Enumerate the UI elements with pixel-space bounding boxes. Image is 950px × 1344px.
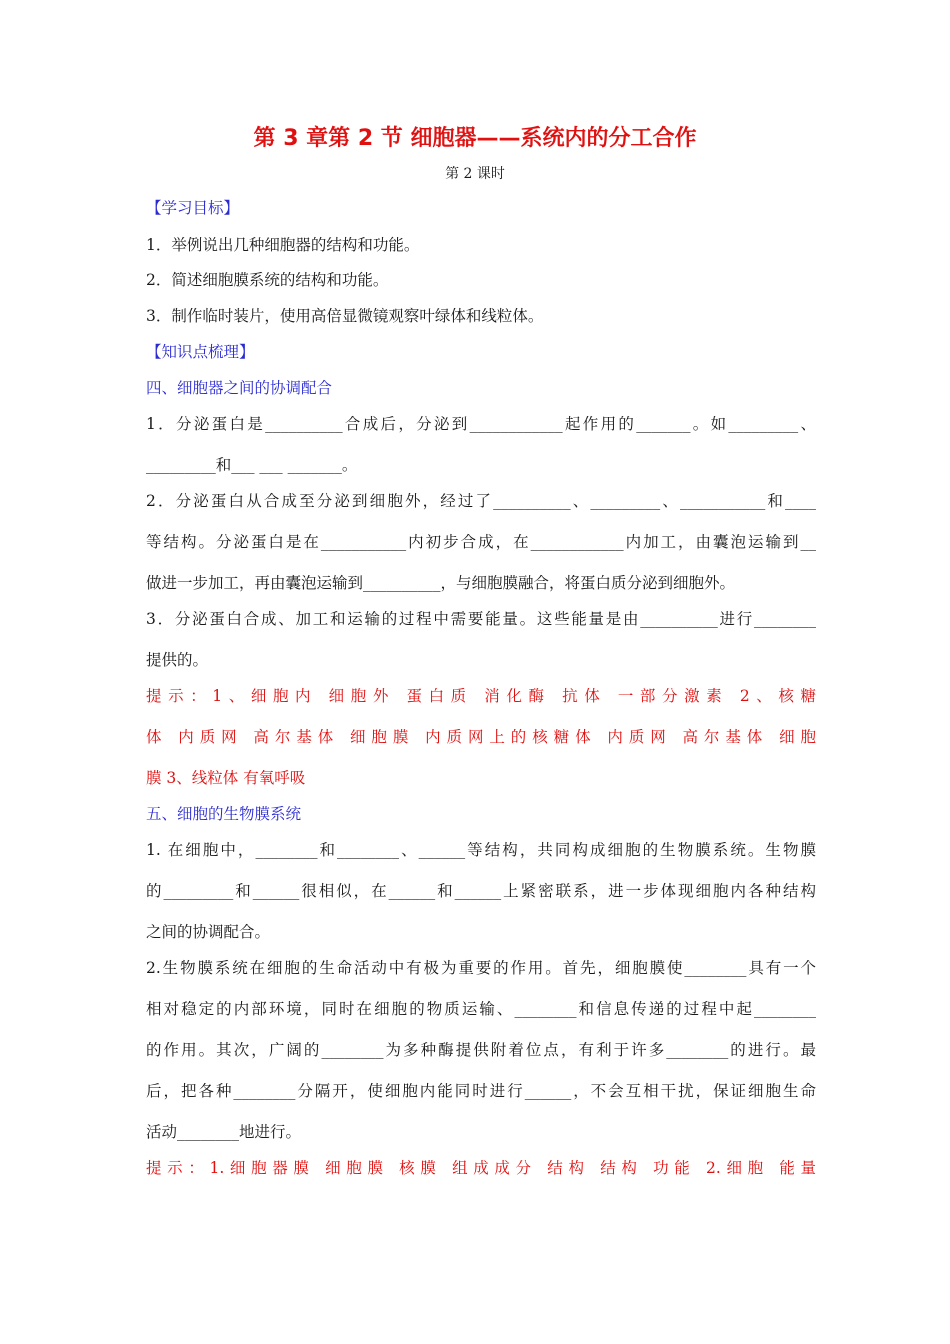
hint-line: 膜 3、线粒体 有氧呼吸 <box>146 769 306 787</box>
text-line: 3．分泌蛋白合成、加工和运输的过程中需要能量。这些能量是由__________进行________ <box>146 610 816 628</box>
knowledge-header: 【知识点梳理】 <box>146 343 255 361</box>
goals-header: 【学习目标】 <box>146 199 240 217</box>
hint-line: 体 内质网 高尔基体 细胞膜 内质网上的核糖体 内质网 高尔基体 细胞 <box>146 728 816 746</box>
text-line: 提供的。 <box>146 651 209 669</box>
text-line: 1. 在细胞中，________和________、______等结构，共同构成细胞的生物膜系统。生物膜 <box>146 841 816 859</box>
text-line: 1．分泌蛋白是__________合成后，分泌到____________起作用的_______。如_________、 <box>146 415 816 433</box>
text-line: 的作用。其次，广阔的________为多种酶提供附着位点，有利于许多________的进行。最 <box>146 1041 816 1059</box>
text-line: 2.生物膜系统在细胞的生命活动中有极为重要的作用。首先，细胞膜使________具有一个 <box>146 959 816 977</box>
text-line: 2．分泌蛋白从合成至分泌到细胞外，经过了__________、_________、___________和____ <box>146 492 816 510</box>
page-title: 第 3 章第 2 节 细胞器——系统内的分工合作 <box>253 126 697 151</box>
text-line: 之间的协调配合。 <box>146 923 271 941</box>
section-heading: 五、细胞的生物膜系统 <box>146 805 302 823</box>
goal-item: 3．制作临时装片，使用高倍显微镜观察叶绿体和线粒体。 <box>146 307 544 325</box>
text-line: 相对稳定的内部环境，同时在细胞的物质运输、________和信息传递的过程中起________ <box>146 1000 816 1018</box>
text-line: 做进一步加工，再由囊泡运输到__________，与细胞膜融合，将蛋白质分泌到细胞外。 <box>146 574 736 592</box>
text-line: _________和___ ___ _______。 <box>146 456 358 474</box>
section-heading: 四、细胞器之间的协调配合 <box>146 379 333 397</box>
hint-line: 提示：1.细胞器膜 细胞膜 核膜 组成成分 结构 结构 功能 2.细胞 能量 <box>146 1159 816 1177</box>
hint-line: 提示：1、细胞内 细胞外 蛋白质 消化酶 抗体 一部分激素 2、核糖 <box>146 687 816 705</box>
page-subtitle: 第 2 课时 <box>445 166 505 182</box>
goal-item: 1．举例说出几种细胞器的结构和功能。 <box>146 236 420 254</box>
text-line: 等结构。分泌蛋白是在___________内初步合成，在____________内加工，由囊泡运输到__ <box>146 533 816 551</box>
goal-item: 2．简述细胞膜系统的结构和功能。 <box>146 271 389 289</box>
text-line: 后，把各种________分隔开，使细胞内能同时进行______，不会互相干扰，保证细胞生命 <box>146 1082 816 1100</box>
text-line: 的_________和______很相似，在______和______上紧密联系，进一步体现细胞内各种结构 <box>146 882 816 900</box>
text-line: 活动________地进行。 <box>146 1123 302 1141</box>
